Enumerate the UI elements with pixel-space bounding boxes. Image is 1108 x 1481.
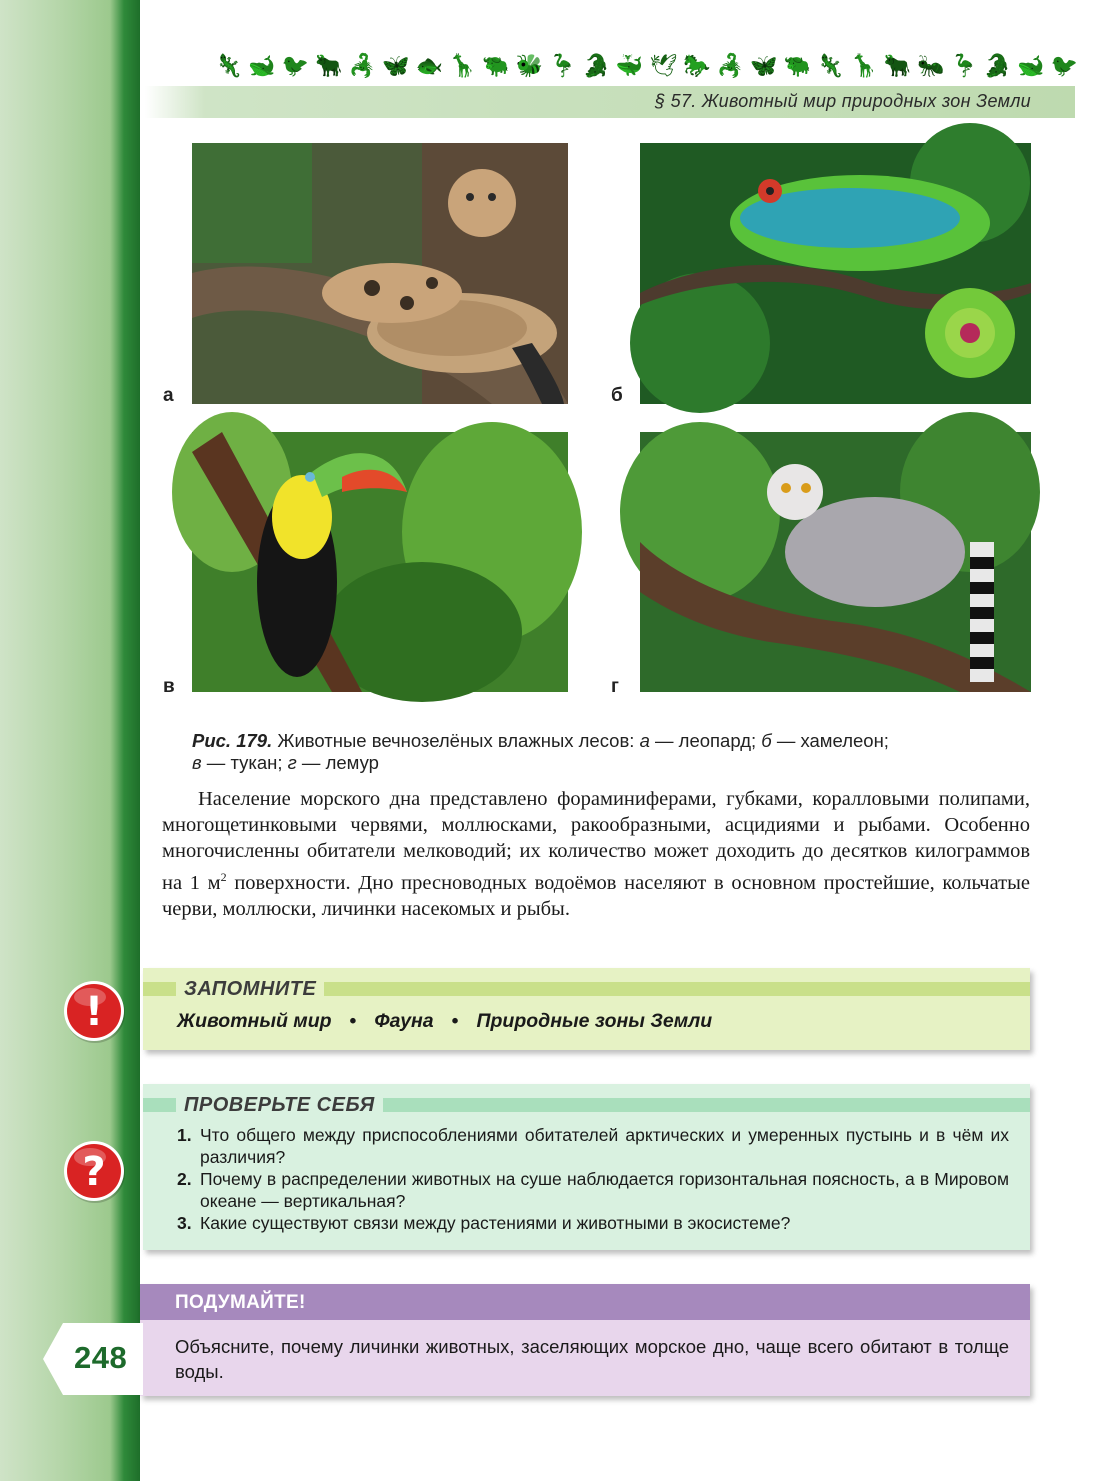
photo-label-b: б xyxy=(611,385,623,406)
term-fauna-world: Животный мир xyxy=(177,1010,332,1032)
animal-silhouette-icon: 🦎 xyxy=(215,53,243,78)
question-list xyxy=(177,1124,1009,1234)
check-title: ПРОВЕРЬТЕ СЕБЯ xyxy=(176,1092,383,1118)
animal-silhouette-icon: 🦎 xyxy=(816,53,845,78)
figure-caption: Рис. 179. Животные вечнозелёных влажных лесов: а — леопард; б — хамелеон; в — тукан; г — лемур xyxy=(192,730,889,773)
animal-silhouette-icon: 🐊 xyxy=(582,53,610,78)
photo-toucan xyxy=(192,432,568,692)
remember-title: ЗАПОМНИТЕ xyxy=(176,976,324,1002)
section-header xyxy=(145,86,1075,118)
animal-silhouette-icon: 🐝 xyxy=(515,53,544,78)
animal-silhouette-icon: 🐋 xyxy=(248,53,276,78)
animal-silhouette-icon: 🦂 xyxy=(348,53,377,78)
figure-number: Рис. 179. xyxy=(192,730,273,751)
photo-label-g: г xyxy=(611,676,619,697)
animal-silhouette-icon: 🐳 xyxy=(615,53,644,78)
exclamation-icon xyxy=(62,979,126,1043)
remember-terms: Животный мир • Фауна • Природные зоны Земли xyxy=(177,1010,713,1032)
left-margin-band xyxy=(0,0,140,1481)
animal-silhouette-icon: 🐂 xyxy=(315,53,343,78)
photo-label-v: в xyxy=(163,676,175,697)
photo-leopard xyxy=(192,143,568,404)
check-yourself-box xyxy=(143,1084,1030,1250)
animal-silhouette-icon: 🐃 xyxy=(482,53,510,78)
animal-silhouette-icon: 🐦 xyxy=(281,53,310,78)
animal-silhouette-icon: 🐜 xyxy=(917,53,945,78)
photo-lemur xyxy=(640,432,1031,692)
animal-silhouette-icon: 🦋 xyxy=(382,53,410,78)
animal-silhouette-icon: 🐦 xyxy=(1050,53,1079,78)
think-title: ПОДУМАЙТЕ! xyxy=(175,1292,306,1313)
animal-silhouette-icon: 🦂 xyxy=(716,53,745,78)
svg-text:!: ! xyxy=(84,989,104,1035)
animal-silhouette-icon: 🐎 xyxy=(683,53,711,78)
think-header xyxy=(140,1284,1030,1320)
animal-silhouette-icon: 🦩 xyxy=(549,53,577,78)
animal-silhouette-icon: 🐊 xyxy=(983,53,1012,78)
animal-silhouette-icon: 🦒 xyxy=(850,53,878,78)
term-natural-zones: Природные зоны Земли xyxy=(476,1010,713,1032)
animal-silhouette-icon: 🕊 xyxy=(649,53,678,78)
animal-silhouette-icon: 🐟 xyxy=(415,53,443,78)
animal-silhouette-icon: 🦩 xyxy=(950,53,978,78)
animal-silhouette-icon: 🦒 xyxy=(448,53,477,78)
question-item: 1. Что общего между приспособлениями обитателей арктических и умеренных пустынь и в чём их различия? xyxy=(177,1125,1009,1167)
think-box xyxy=(140,1284,1030,1396)
page-number: 248 xyxy=(74,1340,128,1375)
animal-silhouette-icon: 🐃 xyxy=(783,53,811,78)
animal-silhouette-icon: 🦋 xyxy=(750,53,778,78)
term-fauna: Фауна xyxy=(374,1010,434,1032)
question-item: 3. Какие существуют связи между растениями и животными в экосистеме? xyxy=(177,1213,791,1233)
animal-silhouette-icon: 🐋 xyxy=(1017,53,1045,78)
section-title: § 57. Животный мир природных зон Земли xyxy=(655,91,1031,111)
main-paragraph: Население морского дна представлено фораминиферами, губками, коралловыми полипами, многощетинковыми червями, моллюсками, ракообразными, асцидиями и рыбами. Особенно многочисленны обитатели мелководий; их количество может доходить до десятков килограммов на 1 $м^2$ поверхности. Дно пресноводных водоёмов населяют в основном простейшие, кольчатые черви, моллюски, личинки насекомых и рыбы. xyxy=(162,788,1030,920)
question-item: 2. Почему в распределении животных на суше наблюдается горизонтальная поясность, а в Мировом океане — вертикальная? xyxy=(177,1169,1009,1211)
photo-chameleon xyxy=(640,143,1031,404)
svg-text:?: ? xyxy=(82,1149,106,1195)
photo-label-a: а xyxy=(163,385,174,406)
question-icon xyxy=(62,1139,126,1203)
remember-box xyxy=(143,968,1030,1050)
animal-silhouette-icon: 🐂 xyxy=(883,53,912,78)
think-text: Объясните, почему личинки животных, заселяющих морское дно, чаще всего обитают в толще воды. xyxy=(175,1336,1009,1382)
animal-silhouettes-row xyxy=(215,50,1079,82)
